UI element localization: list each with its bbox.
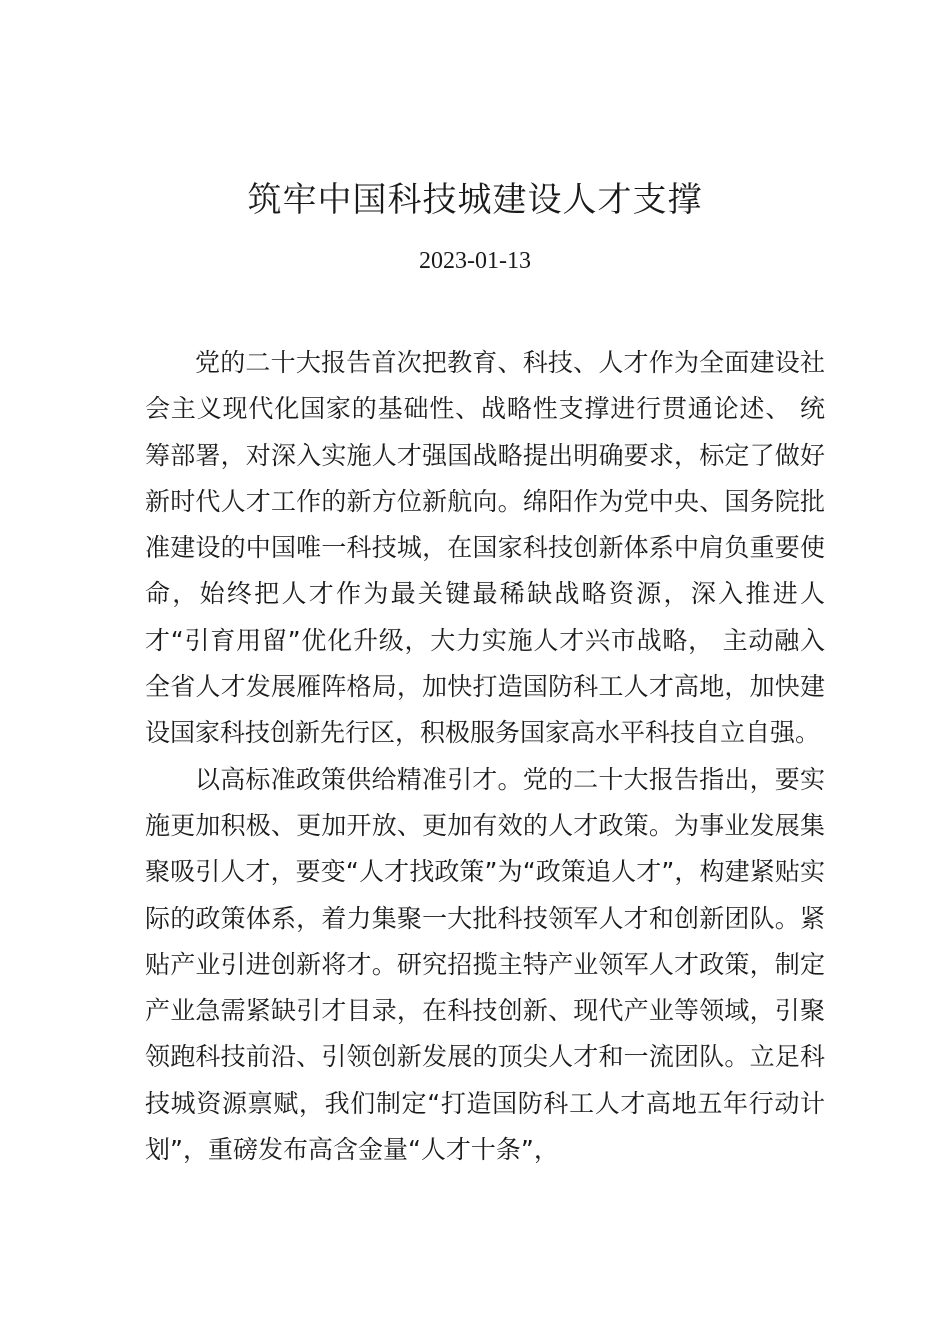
document-date: 2023-01-13 <box>419 248 531 274</box>
document-body <box>145 340 825 1173</box>
document-title: 筑牢中国科技城建设人才支撑 <box>247 180 703 220</box>
paragraph-1: 党的二十大报告首次把教育、科技、人才作为全面建设社会主义现代化国家的基础性、战略性支撑进行贯通论述、 统筹部署，对深入实施人才强国战略提出明确要求，标定了做好新时代人才工作的新方位新航向。绵阳作为党中央、国务院批准建设的中国唯一科技城，在国家科技创新体系中肩负重要使命，始终把人才作为最关键最稀缺战略资源，深入推进人才“引育用留”优化升级，大力实施人才兴市战略， 主动融入全省人才发展雁阵格局，加快打造国防科工人才高地，加快建设国家科技创新先行区，积极服务国家高水平科技自立自强。 <box>145 348 825 748</box>
paragraph-2: 以高标准政策供给精准引才。党的二十大报告指出，要实施更加积极、更加开放、更加有效的人才政策。为事业发展集聚吸引人才，要变“人才找政策”为“政策追人才”，构建紧贴实际的政策体系，着力集聚一大批科技领军人才和创新团队。紧贴产业引进创新将才。研究招揽主特产业领军人才政策，制定产业急需紧缺引才目录，在科技创新、现代产业等领域，引聚领跑科技前沿、引领创新发展的顶尖人才和一流团队。立足科技城资源禀赋，我们制定“打造国防科工人才高地五年行动计划”，重磅发布高含金量“人才十条”， <box>145 764 825 1165</box>
